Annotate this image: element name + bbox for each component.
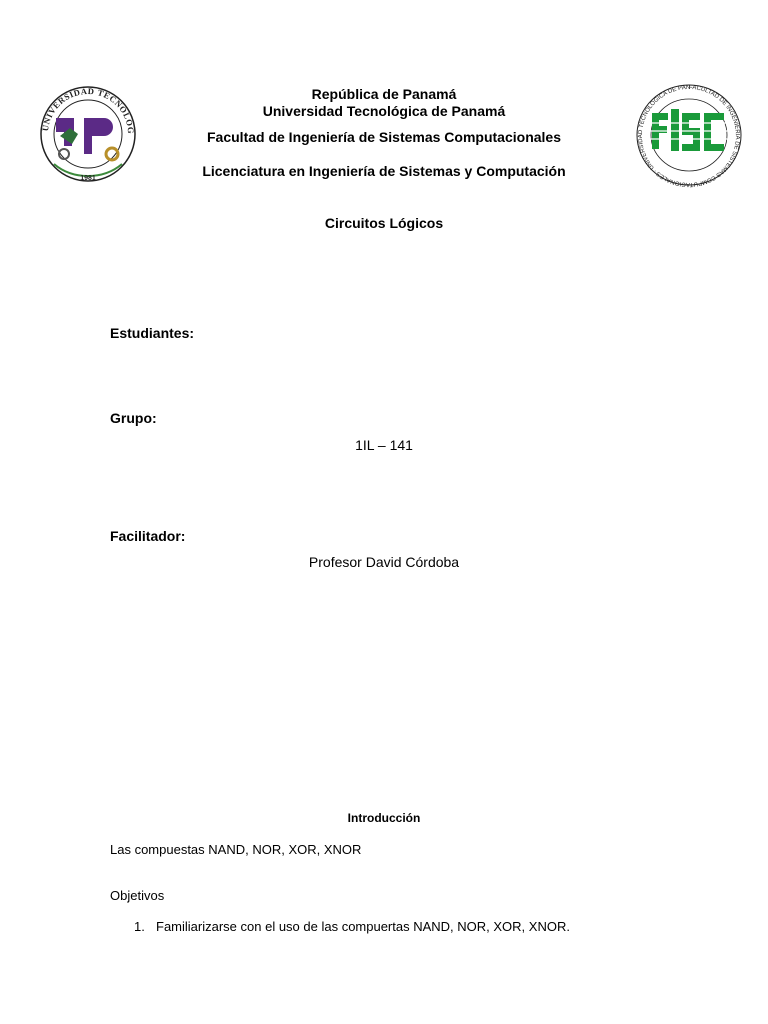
university-title: Universidad Tecnológica de Panamá (262, 103, 506, 119)
intro-heading: Introducción (347, 811, 421, 825)
students-label: Estudiantes: (110, 325, 195, 341)
facilitator-label: Facilitador: (110, 528, 186, 544)
faculty-title: Facultad de Ingeniería de Sistemas Computacionales (207, 129, 561, 145)
group-value: 1IL – 141 (355, 437, 413, 453)
intro-text: Las compuestas NAND, NOR, XOR, XNOR (110, 842, 362, 857)
group-label: Grupo: (110, 410, 157, 426)
country-title: República de Panamá (311, 86, 457, 102)
objective-item-text: Familiarizarse con el uso de las compuertas NAND, NOR, XOR, XNOR. (156, 919, 570, 934)
course-title: Circuitos Lógicos (324, 215, 444, 231)
fisc-ring-text: FACULTAD DE INGENIERIA DE SISTEMAS COMPUTACIONALES · UNIVERSIDAD TECNOLOGICA DE PAN (637, 84, 740, 188)
objectives-heading: Objetivos (110, 888, 165, 903)
utp-year-text: 1981 (80, 175, 96, 182)
facilitator-value: Profesor David Córdoba (308, 554, 460, 570)
objective-item-number: 1. (134, 919, 145, 934)
utp-ring-text: UNIVERSIDAD TECNOLOG (40, 85, 137, 135)
degree-title: Licenciatura en Ingeniería de Sistemas y Computación (202, 163, 566, 179)
